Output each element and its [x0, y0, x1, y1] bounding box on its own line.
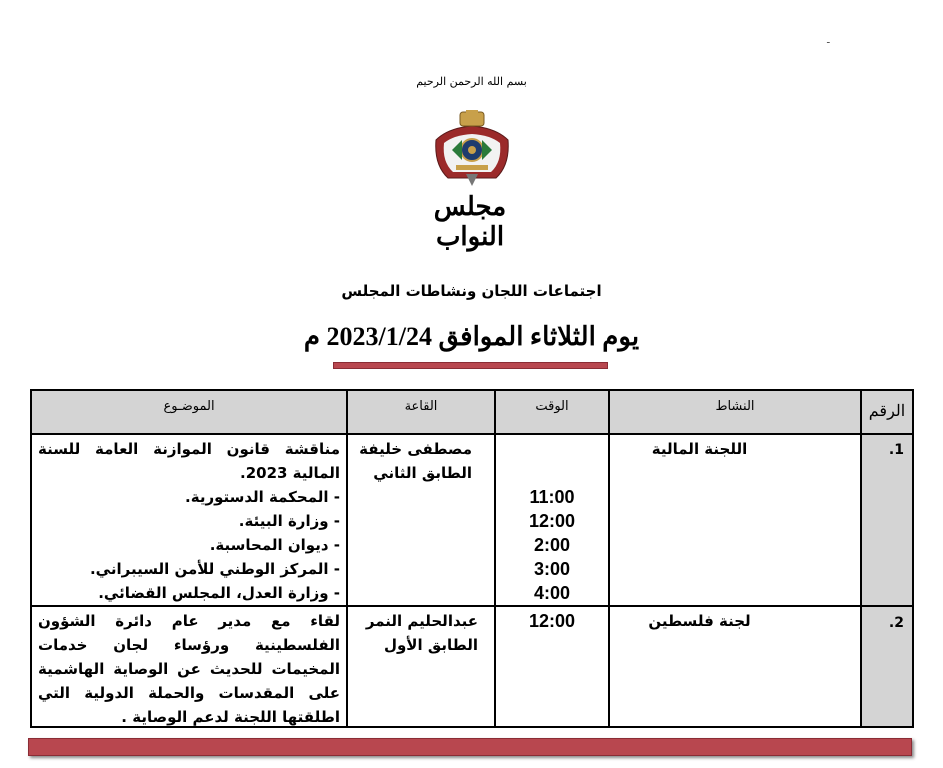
page-title: اجتماعات اللجان ونشاطات المجلس	[341, 282, 602, 300]
row-1-hall	[354, 437, 472, 485]
row-1-times	[496, 485, 608, 605]
date-heading: يوم الثلاثاء الموافق 2023/1/24 م	[303, 322, 640, 351]
row-1-number: 1.	[888, 442, 904, 458]
corner-mark: ـ	[827, 36, 830, 46]
topic-line: - المحكمة الدستورية.	[185, 488, 340, 506]
time-slot: 3:00	[533, 559, 571, 579]
hall-name: مصطفى خليفة	[359, 440, 472, 458]
time-slot: 12:00	[528, 511, 576, 531]
time-slot: 12:00	[528, 611, 576, 631]
row-1-topic	[38, 437, 340, 605]
footer-bar	[28, 738, 912, 756]
date-underline-bar	[333, 362, 608, 369]
column-header-time: الوقت	[535, 399, 569, 414]
topic-line: مناقشة قانون الموازنة العامة للسنة المالية 2023.	[38, 440, 340, 482]
column-header-topic: الموضـوع	[163, 399, 215, 414]
jordan-coat-of-arms-icon	[426, 110, 518, 188]
number-column-shade	[862, 435, 912, 726]
topic-line: - المركز الوطني للأمن السيبراني.	[89, 560, 340, 578]
column-header-number: الرقم	[868, 403, 906, 420]
topic-line: - وزارة البيئة.	[238, 512, 340, 530]
parliament-logo: مجلس النواب	[433, 192, 507, 252]
hall-name: عبدالحليم النمر	[365, 612, 478, 630]
row-1-activity: اللجنة المالية	[651, 440, 748, 458]
column-header-activity: النشاط	[715, 399, 755, 414]
topic-line: لقاء مع مدير عام دائرة الشؤون الفلسطينية ورؤساء لجان خدمات المخيمات للحديث عن الوصاية الهاشمية على المقدسات والحملة الدولية التي اطلقتها اللجنة لدعم الوصاية .	[38, 612, 340, 726]
topic-line: - ديوان المحاسبة.	[209, 536, 340, 554]
time-slot: 4:00	[533, 583, 571, 603]
hall-floor: الطابق الثاني	[373, 464, 472, 482]
topic-line: - وزارة العدل، المجلس القضائي.	[98, 584, 340, 602]
column-header-hall: القاعة	[404, 399, 438, 414]
row-2-times	[496, 609, 608, 633]
row-2-hall	[354, 609, 478, 657]
row-2-activity: لجنة فلسطين	[648, 612, 751, 630]
row-2-number: 2.	[888, 615, 904, 631]
row-2-topic	[38, 609, 340, 729]
hall-floor: الطابق الأول	[383, 636, 478, 654]
time-slot: 2:00	[533, 535, 571, 555]
schedule-table	[30, 389, 914, 728]
basmala: بسم الله الرحمن الرحيم	[416, 75, 527, 88]
time-slot: 11:00	[529, 487, 575, 507]
